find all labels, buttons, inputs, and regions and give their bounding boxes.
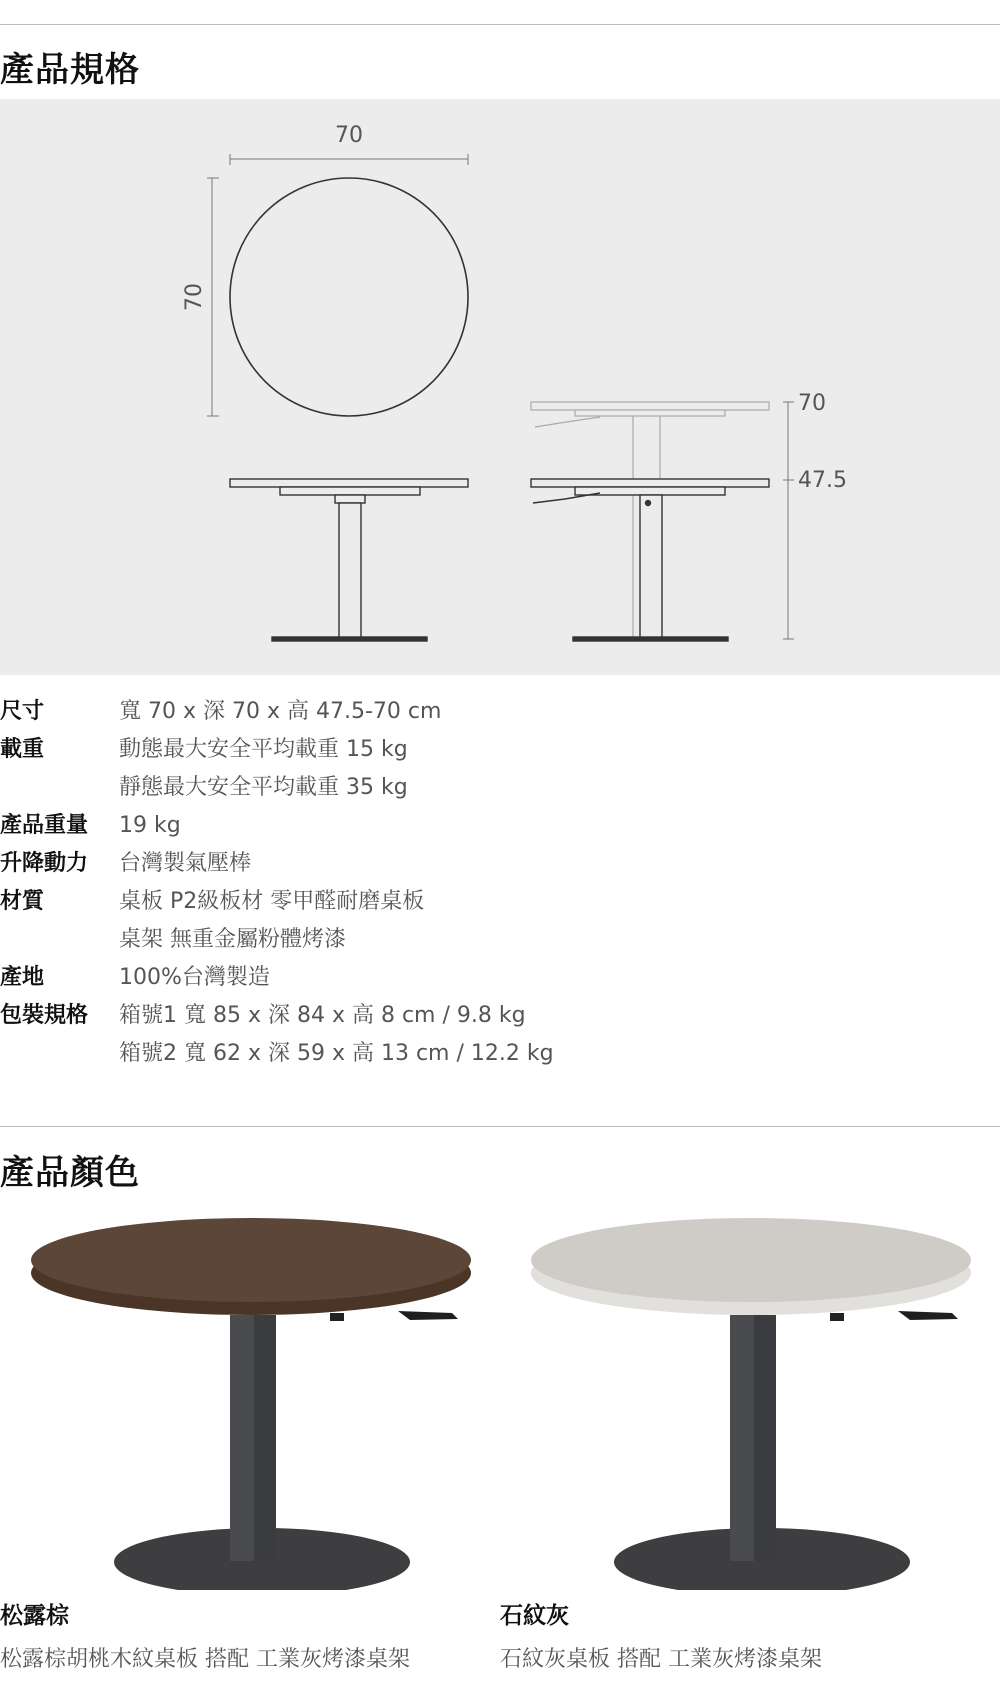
product-image-truffle (0, 1205, 480, 1590)
spec-values-weight (119, 807, 1000, 845)
spec-row-size (0, 693, 1000, 731)
spec-label-package: 包裝規格 (0, 1003, 89, 1028)
spec-values-load (119, 731, 1000, 807)
spec-list (0, 693, 1000, 1073)
front-view-table (230, 479, 468, 641)
spec-row-load (0, 731, 1000, 807)
top-depth-dimension (207, 178, 219, 416)
top-depth-label: 70 (182, 283, 207, 311)
product-description: 石紋灰桌板 搭配 工業灰烤漆桌架 (500, 1647, 822, 1672)
product-name: 松露棕 (0, 1603, 69, 1629)
spec-row-material (0, 883, 1000, 959)
spec-value: 動態最大安全平均載重 15 kg (119, 737, 408, 762)
product-description: 松露棕胡桃木紋桌板 搭配 工業灰烤漆桌架 (0, 1647, 410, 1672)
color-section-title: 產品顏色 (0, 1153, 140, 1193)
spec-section-title: 產品規格 (0, 50, 140, 90)
spec-values-material (119, 883, 1000, 959)
spec-value: 台灣製氣壓棒 (119, 851, 252, 876)
product-image-stone-gray (500, 1205, 980, 1590)
spec-label-origin: 產地 (0, 965, 45, 990)
height-dimension (783, 402, 794, 639)
spec-label-lift: 升降動力 (0, 851, 89, 876)
product-card-truffle[interactable] (0, 1205, 480, 1629)
spec-values-size (119, 693, 1000, 731)
spec-value: 寬 70 x 深 70 x 高 47.5-70 cm (119, 699, 442, 724)
top-width-label: 70 (335, 123, 363, 148)
spec-values-package (119, 997, 1000, 1073)
spec-value: 桌架 無重金屬粉體烤漆 (119, 927, 346, 952)
spec-value: 箱號2 寬 62 x 深 59 x 高 13 cm / 12.2 kg (119, 1041, 554, 1066)
top-divider (0, 24, 1000, 25)
spec-row-lift (0, 845, 1000, 883)
spec-label-load: 載重 (0, 737, 45, 762)
product-card-stone-gray[interactable] (500, 1205, 980, 1629)
product-name: 石紋灰 (500, 1603, 569, 1629)
dimension-drawing (0, 99, 1000, 675)
middle-divider (0, 1126, 1000, 1127)
spec-row-package (0, 997, 1000, 1073)
spec-values-lift (119, 845, 1000, 883)
spec-row-weight (0, 807, 1000, 845)
side-view-lowered (531, 479, 769, 641)
spec-label-weight: 產品重量 (0, 813, 89, 838)
spec-value: 靜態最大安全平均載重 35 kg (119, 775, 408, 800)
spec-value: 桌板 P2級板材 零甲醛耐磨桌板 (119, 889, 425, 914)
spec-value: 19 kg (119, 813, 181, 838)
spec-values-origin (119, 959, 1000, 997)
spec-value: 箱號1 寬 85 x 深 84 x 高 8 cm / 9.8 kg (119, 1003, 526, 1028)
spec-row-origin (0, 959, 1000, 997)
spec-label-size: 尺寸 (0, 699, 45, 724)
top-width-dimension (230, 154, 468, 165)
spec-value: 100%台灣製造 (119, 965, 270, 990)
table-top-view (230, 178, 468, 416)
height-max-label: 70 (798, 391, 826, 416)
height-min-label: 47.5 (798, 468, 847, 493)
dimension-diagram (0, 99, 1000, 675)
spec-label-material: 材質 (0, 889, 45, 914)
